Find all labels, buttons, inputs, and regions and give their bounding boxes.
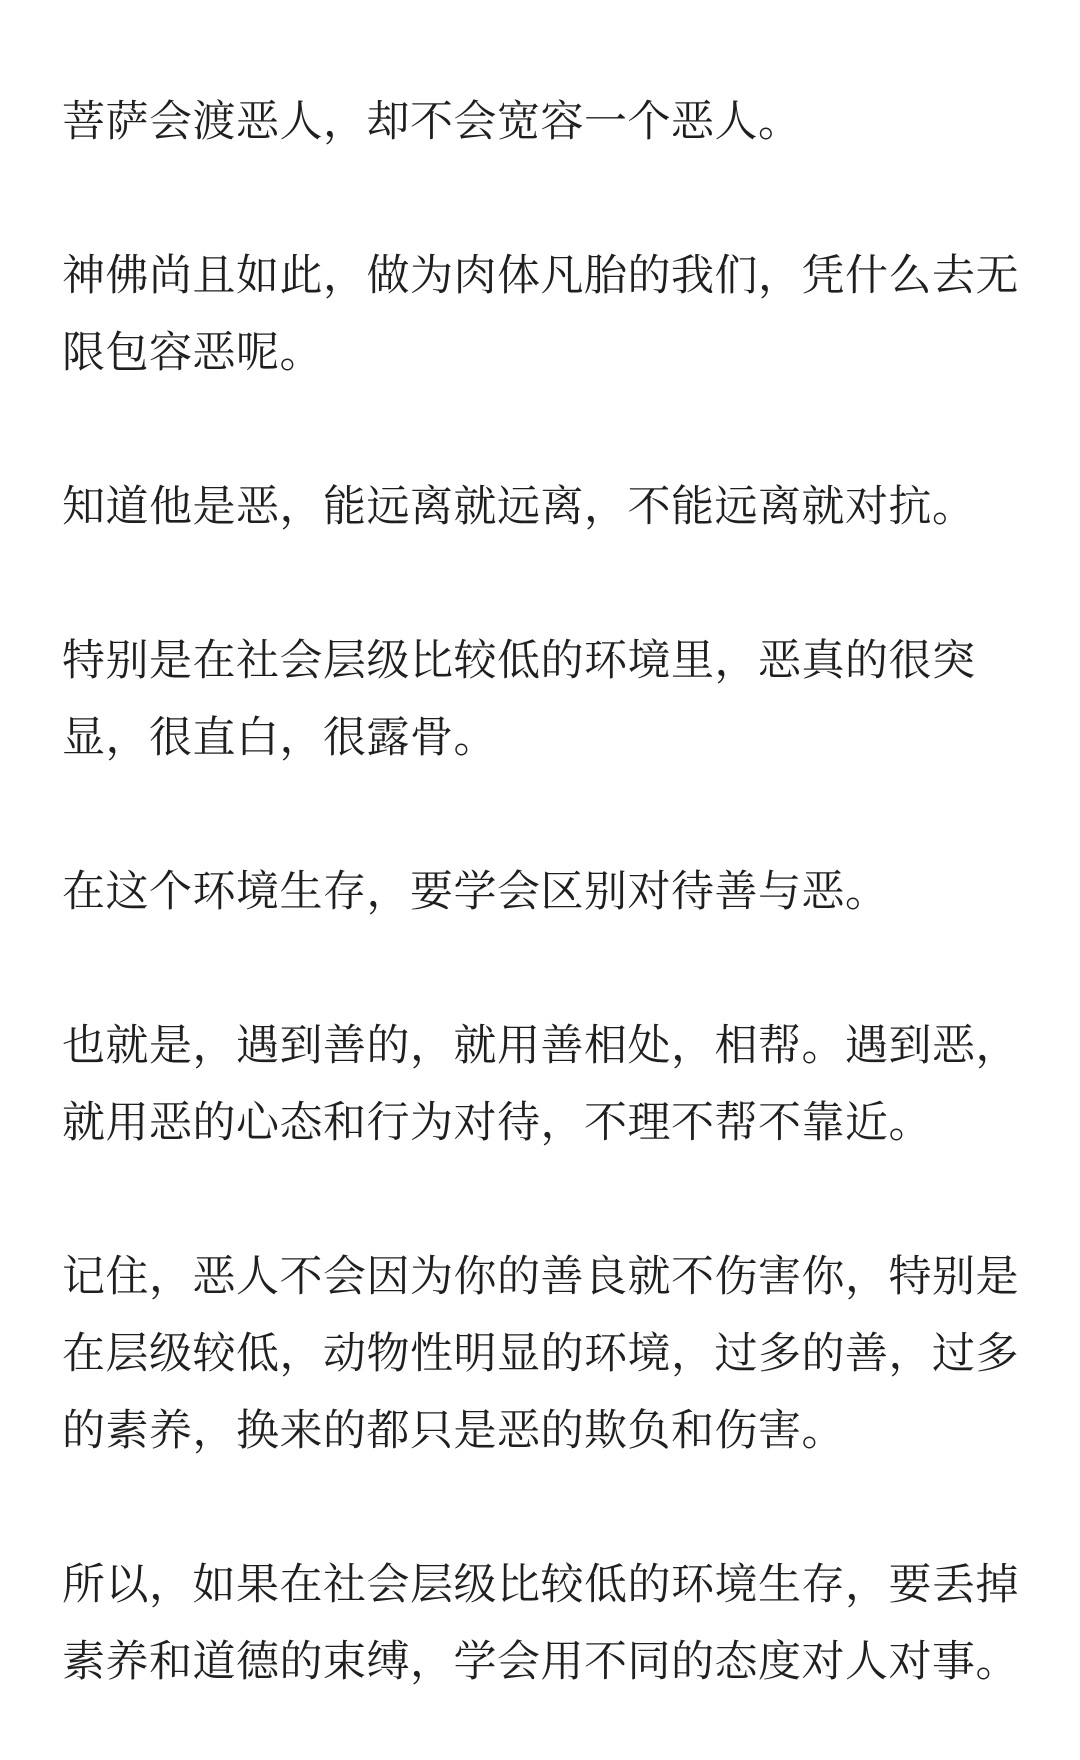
paragraph-3: 知道他是恶，能远离就远离，不能远离就对抗。 [62, 482, 976, 532]
paragraph-5: 在这个环境生存，要学会区别对待善与恶。 [62, 867, 889, 917]
paragraph-6: 也就是，遇到善的，就用善相处，相帮。遇到恶，就用恶的心态和行为对待，不理不帮不靠近。 [62, 1021, 1019, 1148]
paragraph-4: 特别是在社会层级比较低的环境里，恶真的很突显，很直白，很露骨。 [62, 636, 976, 763]
paragraph-7: 记住，恶人不会因为你的善良就不伤害你，特别是在层级较低，动物性明显的环境，过多的善，过多的素养，换来的都只是恶的欺负和伤害。 [62, 1252, 1019, 1456]
paragraph-8: 所以，如果在社会层级比较低的环境生存，要丢掉素养和道德的束缚，学会用不同的态度对人对事。 [62, 1560, 1019, 1687]
article-body [62, 84, 1022, 1701]
paragraph-2: 神佛尚且如此，做为肉体凡胎的我们，凭什么去无限包容恶呢。 [62, 251, 1019, 378]
paragraph-1: 菩萨会渡恶人，却不会宽容一个恶人。 [62, 97, 802, 147]
